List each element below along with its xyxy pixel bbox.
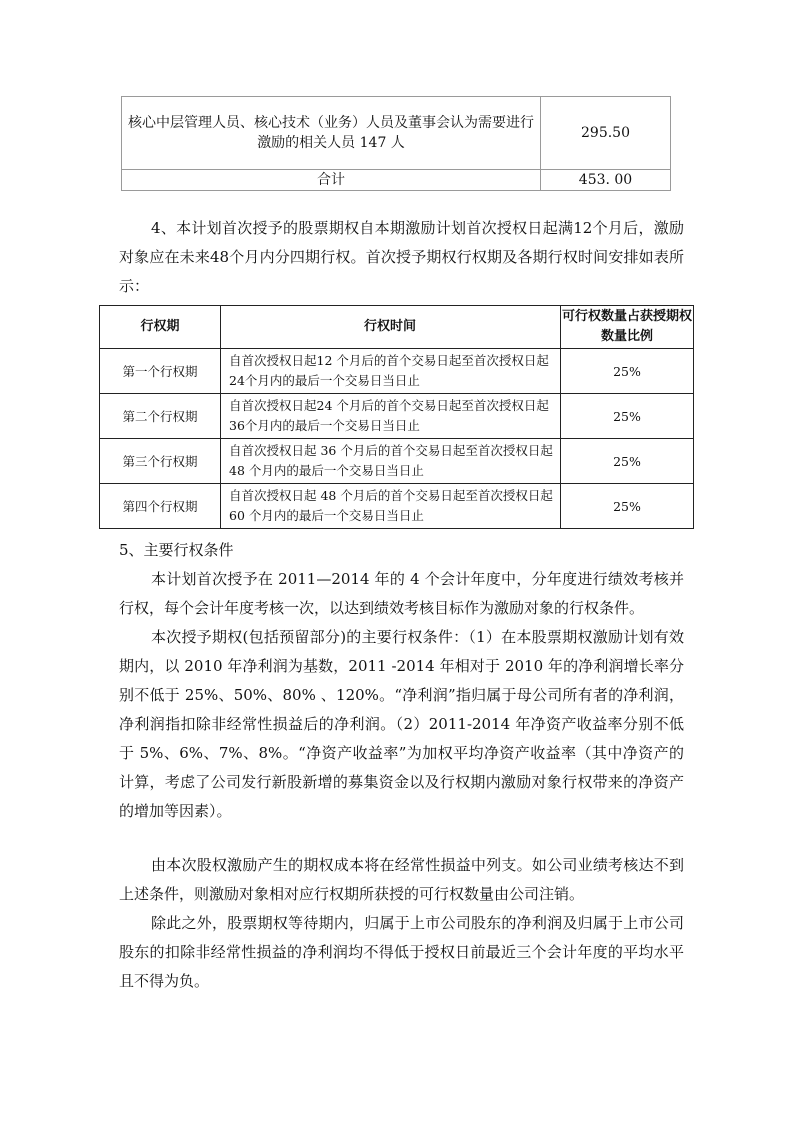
header-time: 行权时间	[221, 306, 561, 349]
table-row	[122, 97, 671, 170]
paragraph-d: 除此之外，股票期权等待期内，归属于上市公司股东的净利润及归属于上市公司股东的扣除非经常性损益的净利润均不得低于授权日前最近三个会计年度的平均水平且不得为负。	[119, 914, 684, 990]
total-value-cell: 453. 00	[541, 170, 671, 191]
time-cell: 自首次授权日起 36 个月后的首个交易日起至首次授权日起 48 个月内的最后一个交易日当日止	[221, 439, 561, 484]
table-row	[100, 484, 694, 529]
table-row	[100, 394, 694, 439]
time-cell: 自首次授权日起24 个月后的首个交易日起至首次授权日起36个月内的最后一个交易日当日止	[221, 394, 561, 439]
total-label-cell: 合计	[122, 170, 541, 191]
allocation-table	[121, 96, 671, 191]
header-period: 行权期	[100, 306, 221, 349]
table-row	[100, 349, 694, 394]
table-row	[122, 170, 671, 191]
time-cell: 自首次授权日起12 个月后的首个交易日起至首次授权日起24个月内的最后一个交易日当日止	[221, 349, 561, 394]
period-cell: 第三个行权期	[100, 439, 221, 484]
section-heading-5: 5、主要行权条件	[119, 541, 234, 559]
header-ratio: 可行权数量占获授期权数量比例	[561, 306, 694, 349]
ratio-cell: 25%	[561, 394, 694, 439]
ratio-cell: 25%	[561, 439, 694, 484]
table-header-row	[100, 306, 694, 349]
exercise-schedule-table	[99, 305, 694, 529]
ratio-cell: 25%	[561, 349, 694, 394]
ratio-cell: 25%	[561, 484, 694, 529]
period-cell: 第二个行权期	[100, 394, 221, 439]
period-cell: 第一个行权期	[100, 349, 221, 394]
paragraph-b: 本次授予期权(包括预留部分)的主要行权条件：（1）在本股票期权激励计划有效期内，以 2010 年净利润为基数，2011 -2014 年相对于 2010 年的净利润增长率分别不低于 25%、50%、80% 、120%。“净利润”指归属于母公司所有者的净利润，净利润指扣除非经常性损益后的净利润。（2）2011-2014 年净资产收益率分别不低于 5%、6%、7%、8%。“净资产收益率”为加权平均净资产收益率（其中净资产的计算，考虑了公司发行新股新增的募集资金以及行权期内激励对象行权带来的净资产的增加等因素）。	[119, 628, 684, 820]
recipient-cell: 核心中层管理人员、核心技术（业务）人员及董事会认为需要进行激励的相关人员 147 人	[122, 97, 541, 170]
period-cell: 第四个行权期	[100, 484, 221, 529]
table-row	[100, 439, 694, 484]
paragraph-a: 本计划首次授予在 2011—2014 年的 4 个会计年度中，分年度进行绩效考核并行权，每个会计年度考核一次，以达到绩效考核目标作为激励对象的行权条件。	[119, 570, 684, 617]
paragraph-c: 由本次股权激励产生的期权成本将在经常性损益中列支。如公司业绩考核达不到上述条件，则激励对象相对应行权期所获授的可行权数量由公司注销。	[119, 856, 684, 903]
time-cell: 自首次授权日起 48 个月后的首个交易日起至首次授权日起 60 个月内的最后一个交易日当日止	[221, 484, 561, 529]
paragraph-4: 4、本计划首次授予的股票期权自本期激励计划首次授权日起满12个月后，激励对象应在未来48个月内分四期行权。首次授予期权行权期及各期行权时间安排如表所示：	[119, 219, 684, 295]
options-count-cell: 295.50	[541, 97, 671, 170]
